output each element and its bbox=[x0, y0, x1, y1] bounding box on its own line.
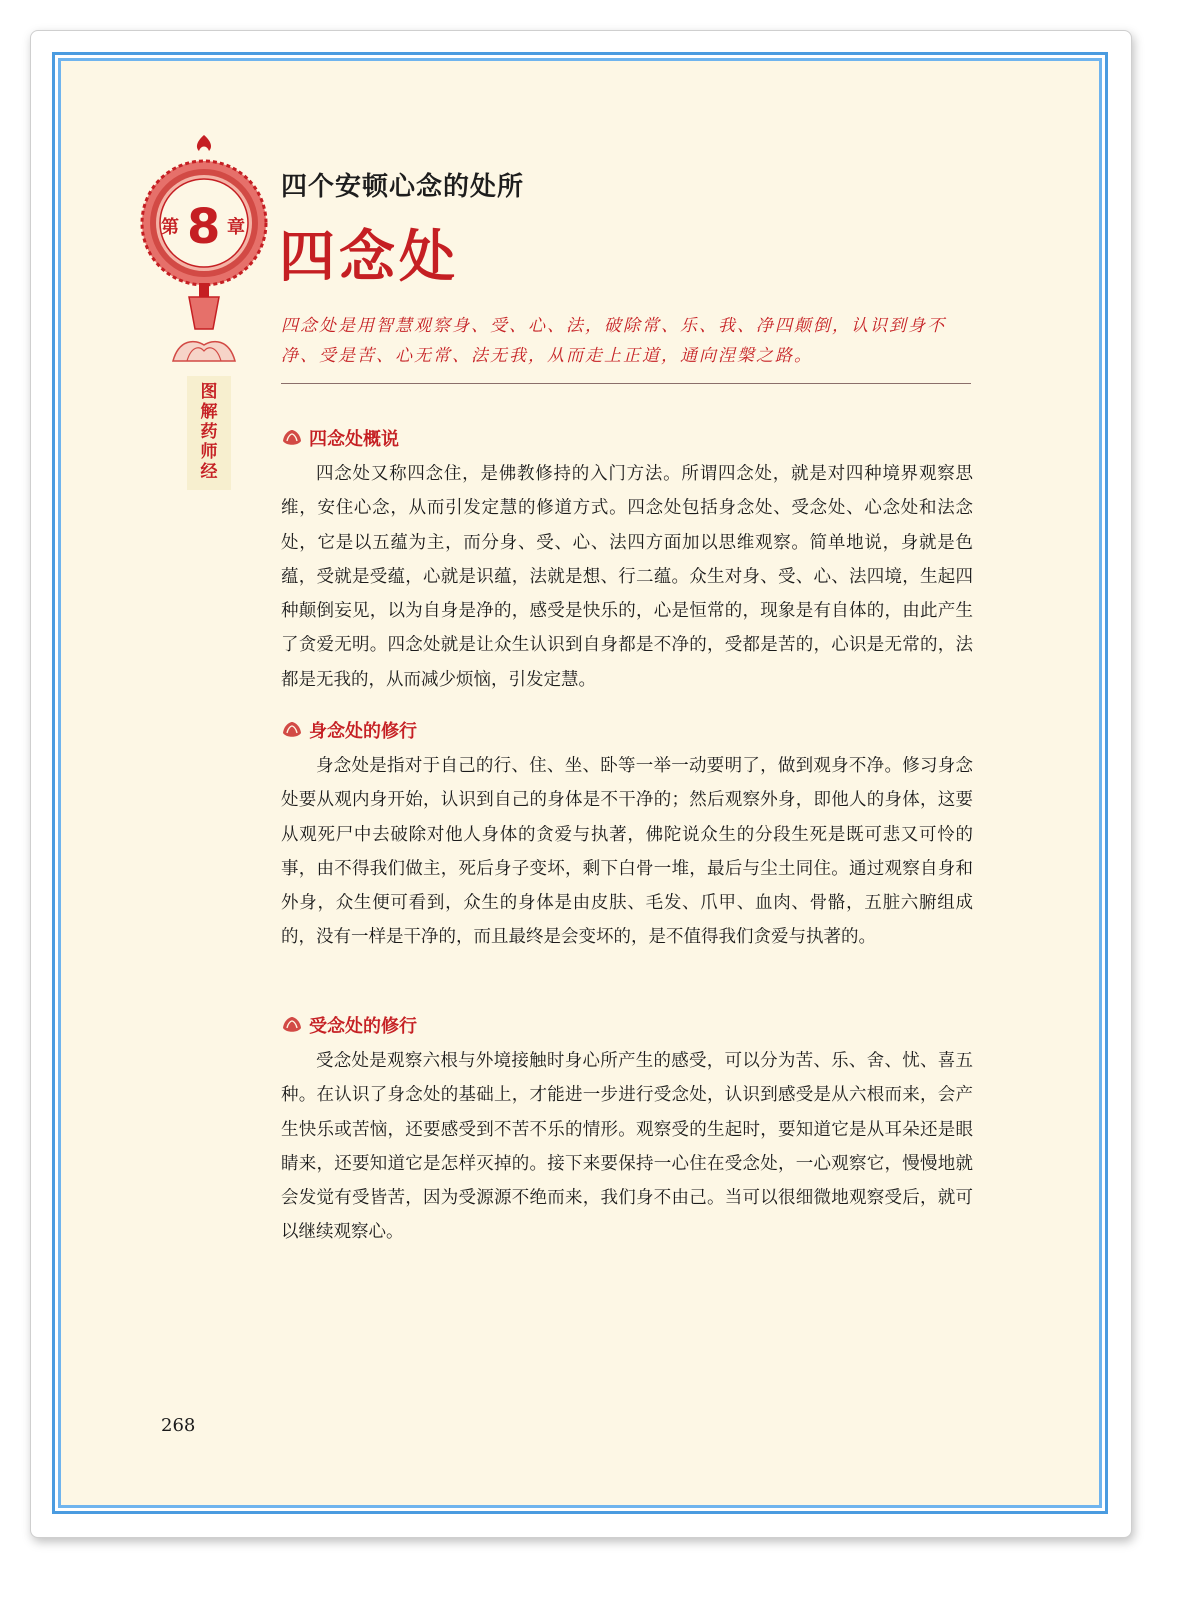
section-heading bbox=[281, 1010, 973, 1040]
emblem-tassel bbox=[189, 297, 219, 329]
book-title-char: 解 bbox=[200, 402, 218, 422]
chapter-prefix: 第 bbox=[161, 217, 179, 238]
chapter-intro: 四念处是用智慧观察身、受、心、法，破除常、乐、我、净四颠倒，认识到身不净、受是苦、心无常、法无我，从而走上正道，通向涅槃之路。 bbox=[281, 316, 946, 366]
section-heading bbox=[281, 715, 973, 745]
chapter-subtitle: 四个安顿心念的处所 bbox=[281, 172, 525, 202]
chapter-number: 8 bbox=[187, 199, 221, 255]
book-title-char: 药 bbox=[200, 422, 218, 442]
section-heading-text: 四念处概说 bbox=[309, 429, 399, 450]
section-body: 受念处是观察六根与外境接触时身心所产生的感受，可以分为苦、乐、舍、忧、喜五种。在认识了身念处的基础上，才能进一步进行受念处，认识到感受是从六根而来，会产生快乐或苦恼，还要感受到不苦不乐的情形。观察受的生起时，要知道它是从耳朵还是眼睛来，还要知道它是怎样灭掉的。接下来要保持一心住在受念处，一心观察它，慢慢地就会发觉有受皆苦，因为受源源不绝而来，我们身不由己。当可以很细微地观察受后，就可以继续观察心。 bbox=[281, 1051, 973, 1243]
section-body-mindfulness bbox=[281, 715, 973, 955]
book-title-char: 师 bbox=[200, 442, 218, 462]
page-number: 268 bbox=[161, 1415, 196, 1436]
chapter-title: 四念处 bbox=[279, 225, 459, 290]
book-vertical-title bbox=[187, 376, 231, 490]
section-body: 四念处又称四念住，是佛教修持的入门方法。所谓四念处，就是对四种境界观察思维，安住心念，从而引发定慧的修道方式。四念处包括身念处、受念处、心念处和法念处，它是以五蕴为主，而分身、受、心、法四方面加以思维观察。简单地说，身就是色蕴，受就是受蕴，心就是识蕴，法就是想、行二蕴。众生对身、受、心、法四境，生起四种颠倒妄见，以为自身是净的，感受是快乐的，心是恒常的，现象是有自体的，由此产生了贪爱无明。四念处就是让众生认识到自身都是不净的，受都是苦的，心识是无常的，法都是无我的，从而减少烦恼，引发定慧。 bbox=[281, 464, 973, 690]
book-page bbox=[58, 58, 1102, 1508]
intro-divider bbox=[281, 383, 971, 384]
section-feeling-mindfulness bbox=[281, 1010, 973, 1250]
chapter-suffix: 章 bbox=[227, 217, 245, 238]
section-overview bbox=[281, 423, 973, 697]
lotus-bullet-icon bbox=[281, 719, 303, 741]
book-title-char: 经 bbox=[200, 462, 218, 482]
emblem-pendant-knot bbox=[199, 283, 209, 297]
emblem-top-ornament bbox=[197, 135, 211, 151]
section-body: 身念处是指对于自己的行、住、坐、卧等一举一动要明了，做到观身不净。修习身念处要从观内身开始，认识到自己的身体是不干净的；然后观察外身，即他人的身体，这要从观死尸中去破除对他人身体的贪爱与执著，佛陀说众生的分段生死是既可悲又可怜的事，由不得我们做主，死后身子变坏，剩下白骨一堆，最后与尘土同住。通过观察自身和外身，众生便可看到，众生的身体是由皮肤、毛发、爪甲、血肉、骨骼，五脏六腑组成的，没有一样是干净的，而且最终是会变坏的，是不值得我们贪爱与执著的。 bbox=[281, 756, 973, 948]
lotus-bullet-icon bbox=[281, 1014, 303, 1036]
lotus-bullet-icon bbox=[281, 427, 303, 449]
section-heading-text: 身念处的修行 bbox=[309, 721, 417, 742]
chapter-emblem bbox=[139, 133, 269, 373]
book-title-char: 图 bbox=[200, 382, 218, 402]
section-heading bbox=[281, 423, 973, 453]
section-heading-text: 受念处的修行 bbox=[309, 1016, 417, 1037]
